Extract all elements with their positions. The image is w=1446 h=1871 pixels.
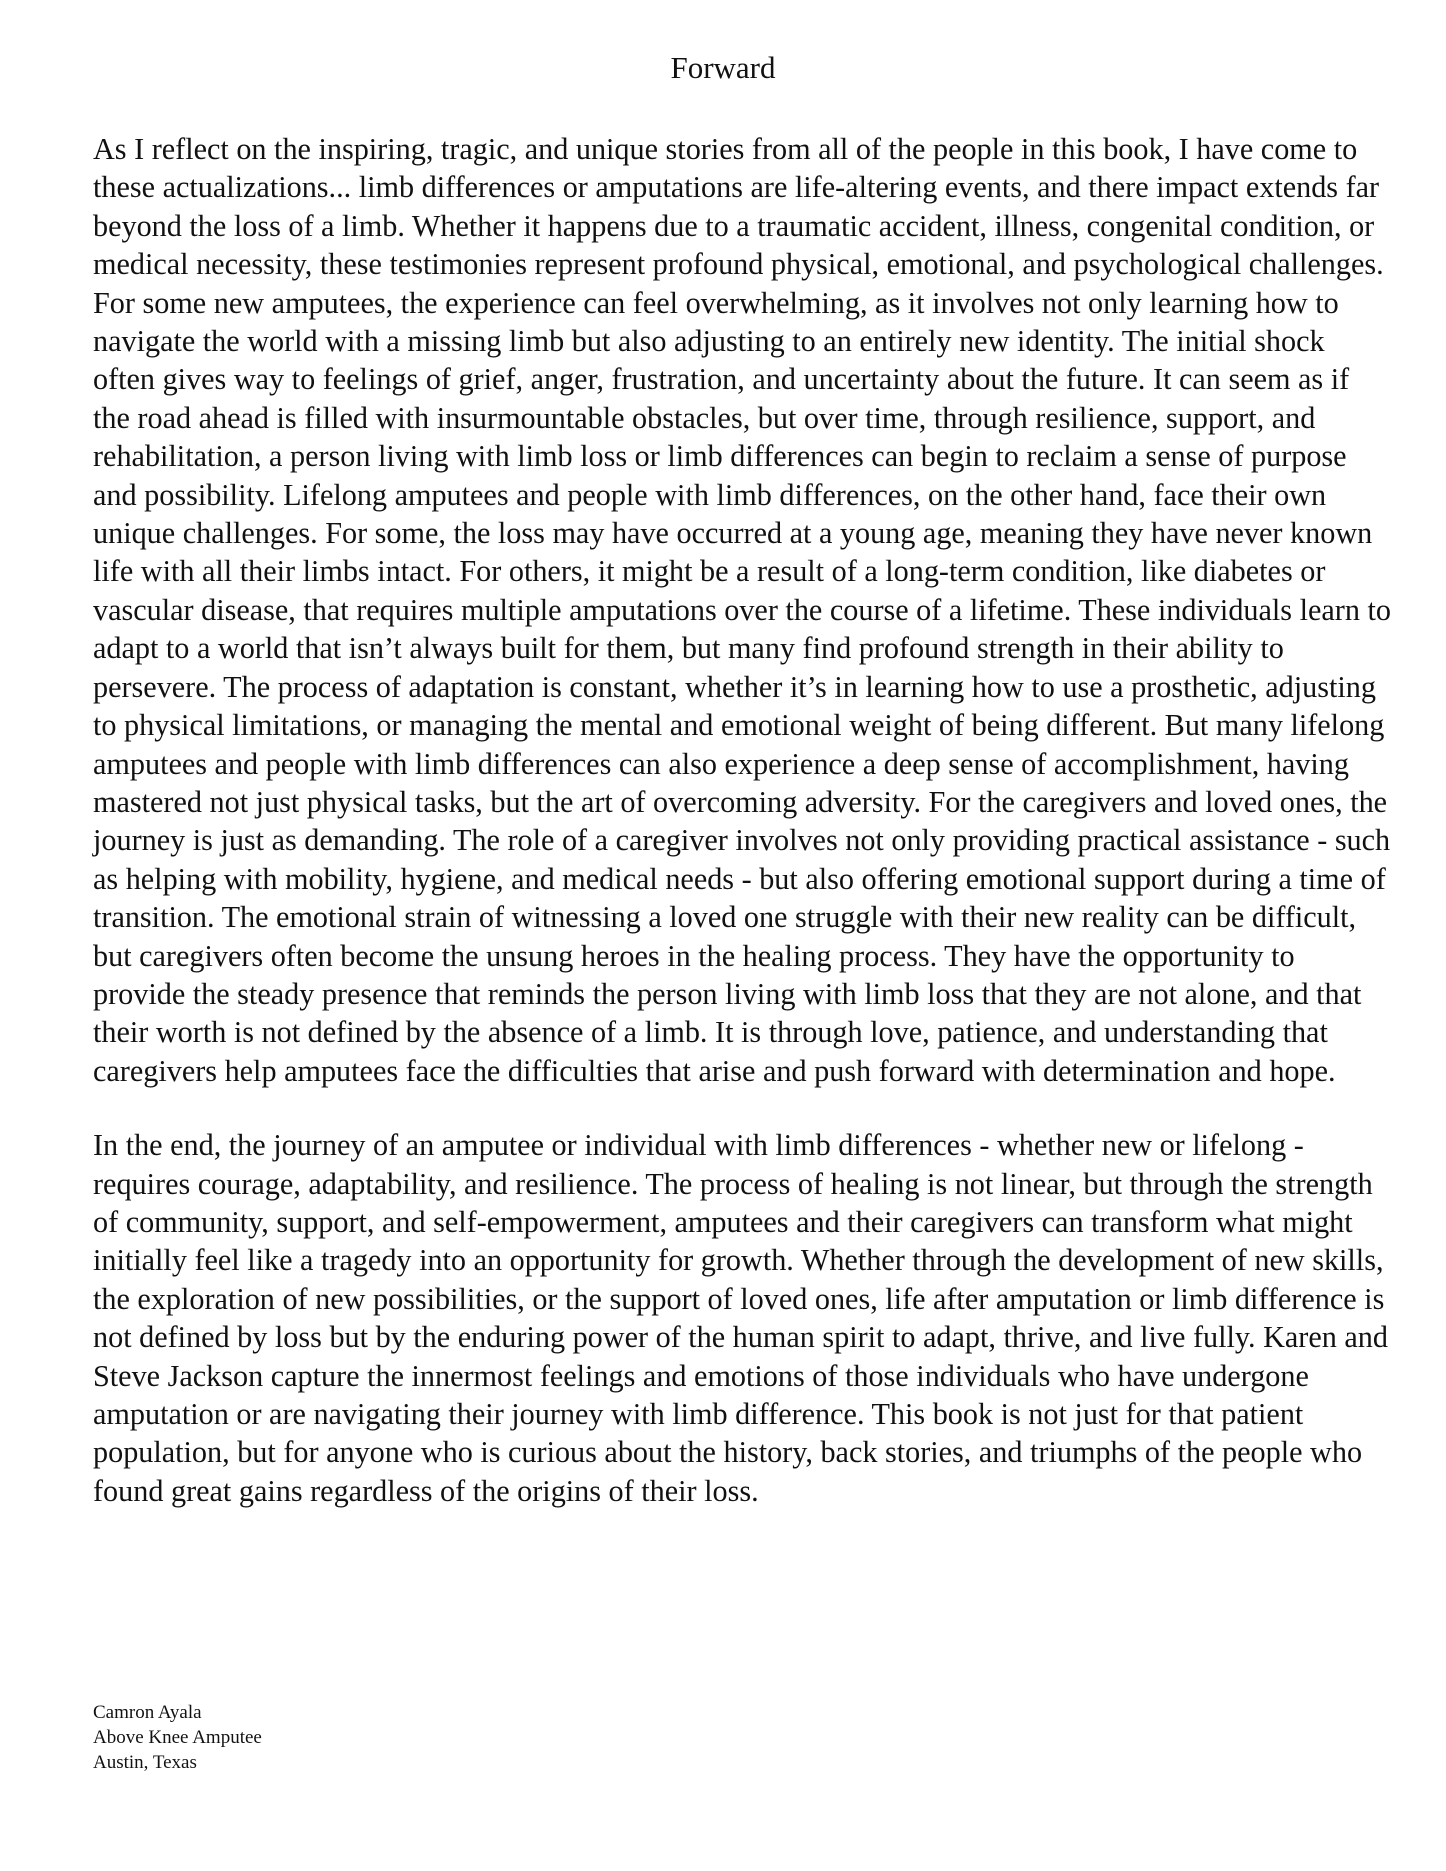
signature-role: Above Knee Amputee [93,1727,262,1748]
signature-block [93,1700,262,1775]
paragraph-2: In the end, the journey of an amputee or individual with limb differences - whether new or lifelong - requires courage, adaptability, and resilience. The process of healing is not linear, but through the strength of community, support, and self-empowerment, amputees and their caregivers can transform what might initially feel like a tragedy into an opportunity for growth. Whether through the development of new skills, the exploration of new possibilities, or the support of loved ones, life after amputation or limb difference is not defined by loss but by the enduring power of the human spirit to adapt, thrive, and live fully. Karen and Steve Jackson capture the innermost feelings and emotions of those individuals who have undergone amputation or are navigating their journey with limb difference. This book is not just for that patient population, but for anyone who is curious about the history, back stories, and triumphs of the people who found great gains regardless of the origins of their loss. [93,1128,1388,1508]
page-title: Forward [670,50,776,85]
signature-location: Austin, Texas [93,1752,197,1773]
paragraph-spacer [93,1090,1393,1126]
paragraph-1: As I reflect on the inspiring, tragic, and unique stories from all of the people in this book, I have come to these actualizations... limb differences or amputations are life-altering events, and there impact extends far beyond the loss of a limb. Whether it happens due to a traumatic accident, illness, congenital condition, or medical necessity, these testimonies represent profound physical, emotional, and psychological challenges. For some new amputees, the experience can feel overwhelming, as it involves not only learning how to navigate the world with a missing limb but also adjusting to an entirely new identity. The initial shock often gives way to feelings of grief, anger, frustration, and uncertainty about the future. It can seem as if the road ahead is filled with insurmountable obstacles, but over time, through resilience, support, and rehabilitation, a person living with limb loss or limb differences can begin to reclaim a sense of purpose and possibility. Lifelong amputees and people with limb differences, on the other hand, face their own unique challenges. For some, the loss may have occurred at a young age, meaning they have never known life with all their limbs intact. For others, it might be a result of a long-term condition, like diabetes or vascular disease, that requires multiple amputations over the course of a lifetime. These individuals learn to adapt to a world that isn’t always built for them, but many find profound strength in their ability to persevere. The process of adaptation is constant, whether it’s in learning how to use a prosthetic, adjusting to physical limitations, or managing the mental and emotional weight of being different. But many lifelong amputees and people with limb differences can also experience a deep sense of accomplishment, having mastered not just physical tasks, but the art of overcoming adversity. For the caregivers and loved ones, the journey is just as demanding. The role of a caregiver involves not only providing practical assistance - such as helping with mobility, hygiene, and medical needs - but also offering emotional support during a time of transition. The emotional strain of witnessing a loved one struggle with their new reality can be difficult, but caregivers often become the unsung heroes in the healing process. They have the opportunity to provide the steady presence that reminds the person living with limb loss that they are not alone, and that their worth is not defined by the absence of a limb. It is through love, patience, and understanding that caregivers help amputees face the difficulties that arise and push forward with determination and hope. [93,132,1391,1088]
signature-name: Camron Ayala [93,1702,202,1723]
document-body [93,130,1393,1510]
